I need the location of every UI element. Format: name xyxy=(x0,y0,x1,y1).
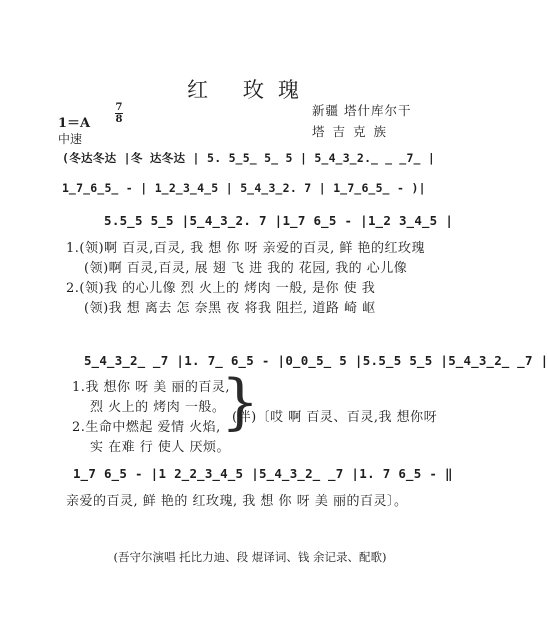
lyric-chorus: (伴)〔哎 啊 百灵、百灵,我 想你呀 xyxy=(232,410,438,425)
lyric-verseA-line2: 烈 火上的 烤肉 一般。 xyxy=(90,400,226,415)
lyric-verseA-line4: 实 在难 行 使人 厌烦。 xyxy=(90,440,231,455)
intro-notation-line-2: 1̲7̲6̲5̲ - | 1̲2̲3̲4̲5 | 5̲4̲3̲2. 7 | 1̲7̲6̲5̲ - )| xyxy=(62,181,426,195)
meter-bottom: 8 xyxy=(115,114,123,125)
key-signature: 1＝A xyxy=(58,116,91,131)
melody-notation-line-1: 5.5̲5 5̲5 |5̲4̲3̲2. 7 |1̲7 6̲5 - |1̲2 3̲4̲5 | xyxy=(104,213,454,228)
origin-line-1: 新疆 塔什库尔干 xyxy=(312,103,412,118)
melody-notation-line-2: 5̲4̲3̲2̲ ̲7 |1. 7̲ 6̲5 - |0̲0̲5̲ 5 |5.5̲5 5̲5 |5̲4̲3̲2̲ ̲7 | xyxy=(84,353,548,368)
tempo-marking: 中速 xyxy=(58,132,83,146)
song-title: 红 玫瑰 xyxy=(187,78,313,102)
performer-credits: (吾守尔演唱 托比力迪、段 焜译词、钱 余记录、配歌) xyxy=(113,550,387,564)
melody-notation-line-3: 1̲7 6̲5 - |1 2̲2̲3̲4̲5 |5̲4̲3̲2̲ ̲7 |1. 7 6̲5 - ‖ xyxy=(73,466,453,481)
lyric-final-line: 亲爱的百灵, 鲜 艳的 红玫瑰, 我 想 你 呀 美 丽的百灵〕。 xyxy=(66,494,408,509)
origin-line-2: 塔吉克族 xyxy=(312,124,395,139)
lyric-verse1-line1: 1.(领)啊 百灵,百灵, 我 想 你 呀 亲爱的百灵, 鲜 艳的红玫瑰 xyxy=(66,241,426,256)
lyric-verse2-line1: 2.(领)我 的心儿像 烈 火上的 烤肉 一般, 是你 使 我 xyxy=(66,281,376,296)
lyric-verseA-line1: 1.我 想你 呀 美 丽的百灵, xyxy=(72,380,231,395)
meter-top: 7 xyxy=(115,102,123,113)
lyric-verse2-line2: (领)我 想 离去 怎 奈黑 夜 将我 阻拦, 道路 崎 岖 xyxy=(84,301,376,316)
intro-notation-line-1: (冬达冬达 |冬 达冬达 | 5. 5̲5̲ 5̲ 5 | 5̲4̲3̲2.̲ ̲ ̲7̲ | xyxy=(62,151,436,165)
time-signature xyxy=(115,103,123,124)
lyric-verseA-line3: 2.生命中燃起 爱情 火焰, xyxy=(72,420,221,435)
lyric-verse1-line2: (领)啊 百灵,百灵, 展 翅 飞 进 我的 花园, 我的 心儿像 xyxy=(84,261,408,276)
verse-brace: } xyxy=(221,367,260,437)
